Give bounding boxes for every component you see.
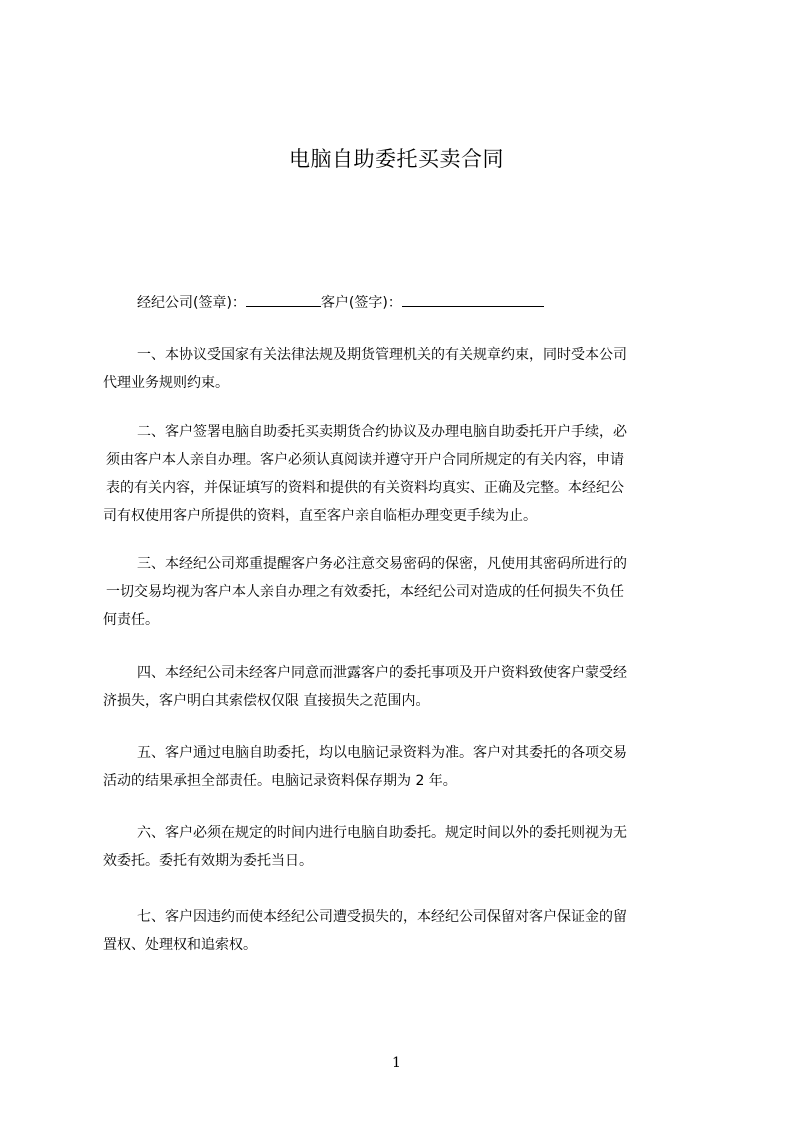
clause-line: 一切交易均视为客户本人亲自办理之有效委托，本经纪公司对造成的任何损失不负任 [106,584,624,600]
client-signature-blank [402,291,544,307]
client-signature-label: 客户(签字)： [320,295,402,311]
clause-line: 司有权使用客户所提供的资料，直至客户亲自临柜办理变更手续为止。 [103,508,537,524]
clause-line: 效委托。委托有效期为委托当日。 [103,853,313,869]
clause-line: 济损失，客户明白其索偿权仅限 直接损失之范围内。 [103,693,430,709]
clause-line: 何责任。 [103,612,159,628]
clause-line: 六、客户必须在规定的时间内进行电脑自助委托。规定时间以外的委托则视为无 [137,825,627,841]
clause-line: 二、客户签署电脑自助委托买卖期货合约协议及办理电脑自助委托开户手续，必 [137,424,627,440]
clause-line: 五、客户通过电脑自助委托，均以电脑记录资料为准。客户对其委托的各项交易 [137,745,627,761]
clause-line: 四、本经纪公司未经客户同意而泄露客户的委托事项及开户资料致使客户蒙受经 [137,665,627,681]
clause-4 [103,659,703,715]
clause-2 [103,418,703,530]
clause-6 [103,819,703,875]
clause-line: 代理业务规则约束。 [103,375,229,391]
page-number: 1 [392,1055,401,1071]
document-title: 电脑自助委托买卖合同 [289,147,504,171]
clause-line: 三、本经纪公司郑重提醒客户务必注意交易密码的保密，凡使用其密码所进行的 [137,556,627,572]
clause-line: 须由客户本人亲自办理。客户必须认真阅读并遵守开户合同所规定的有关内容，申请 [106,452,624,468]
clause-1 [103,341,703,397]
clause-line: 一、本协议受国家有关法律法规及期货管理机关的有关规章约束，同时受本公司 [137,347,627,363]
clause-7 [103,903,703,959]
clause-line: 表的有关内容，并保证填写的资料和提供的有关资料均真实、正确及完整。本经纪公 [106,480,624,496]
clause-5 [103,739,703,795]
clause-line: 置权、处理权和追索权。 [103,937,257,953]
signature-line [137,291,544,313]
clause-line: 七、客户因违约而使本经纪公司遭受损失的，本经纪公司保留对客户保证金的留 [137,909,627,925]
broker-signature-label: 经纪公司(签章)： [137,295,246,311]
broker-signature-blank [246,291,321,307]
clause-3 [103,550,703,634]
clause-line: 活动的结果承担全部责任。电脑记录资料保存期为 2 年。 [103,773,457,789]
